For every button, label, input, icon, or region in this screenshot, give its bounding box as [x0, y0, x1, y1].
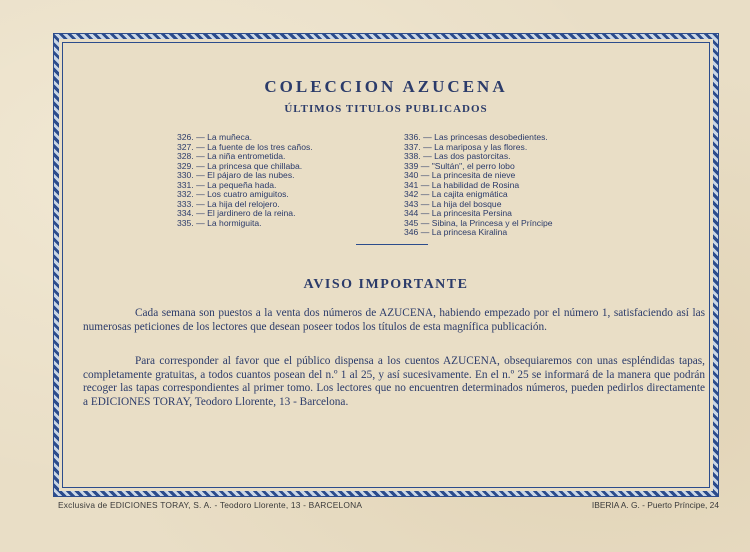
list-item: 343 — La hija del bosque [404, 198, 502, 209]
notice-paragraph-1: Cada semana son puestos a la venta dos números de AZUCENA, habiendo empezado por el número 1, satisfaciendo así las numerosas peticiones de los lectores que desean poseer todos los títulos de esta magnífica publicación. [83, 307, 705, 333]
list-item: 328. — La niña entrometida. [177, 151, 286, 161]
latest-titles-heading: ÚLTIMOS TITULOS PUBLICADOS [284, 103, 488, 115]
list-item: 329. — La princesa que chillaba. [177, 160, 303, 171]
list-item: 337. — La mariposa y las flores. [404, 141, 528, 152]
titles-list-left [177, 133, 313, 228]
list-item: 346 — La princesa Kiralina [404, 227, 508, 237]
list-item: 345 — Sibina, la Princesa y el Príncipe [404, 217, 553, 228]
list-item: 339 — "Sultán", el perro lobo [404, 160, 515, 171]
list-item: 336. — Las princesas desobedientes. [404, 132, 548, 142]
list-item: 330. — El pájaro de las nubes. [177, 170, 295, 180]
printer-footer: IBERIA A. G. - Puerto Príncipe, 24 [591, 500, 719, 510]
list-item: 342 — La cajita enigmática [404, 189, 508, 199]
list-item: 344 — La princesita Persina [404, 208, 512, 218]
list-item: 333. — La hija del relojero. [177, 198, 280, 209]
list-item: 340 — La princesita de nieve [404, 170, 516, 180]
list-item: 341 — La habilidad de Rosina [404, 179, 520, 190]
list-item: 331. — La pequeña hada. [177, 179, 277, 190]
collection-title: COLECCION AZUCENA [264, 77, 508, 96]
list-item: 332. — Los cuatro amiguitos. [177, 189, 289, 199]
list-item: 334. — El jardinero de la reina. [177, 208, 296, 218]
decorative-border-frame [54, 34, 718, 496]
notice-heading: AVISO IMPORTANTE [303, 277, 469, 292]
section-divider [356, 244, 428, 245]
list-item: 326. — La muñeca. [177, 132, 253, 142]
list-item: 327. — La fuente de los tres caños. [177, 141, 313, 152]
publisher-footer: Exclusiva de EDICIONES TORAY, S. A. - Teodoro Llorente, 13 - BARCELONA [58, 500, 363, 510]
list-item: 335. — La hormiguita. [177, 217, 262, 228]
titles-list-right [404, 133, 553, 238]
list-item: 338. — Las dos pastorcitas. [404, 151, 511, 161]
notice-paragraph-2: Para corresponder al favor que el público dispensa a los cuentos AZUCENA, obsequiaremos con unas espléndidas tapas, completamente gratuitas, a todos cuantos posean del n.º 1 al 25, y así sucesivamente. En el n.º 25 se informará de la manera que podrán recoger las tapas correspondientes al primer tomo. Los lectores que no encuentren determinados números, pueden pedirlos directamente a EDICIONES TORAY, Teodoro Llorente, 13 - Barcelona. [83, 355, 705, 408]
